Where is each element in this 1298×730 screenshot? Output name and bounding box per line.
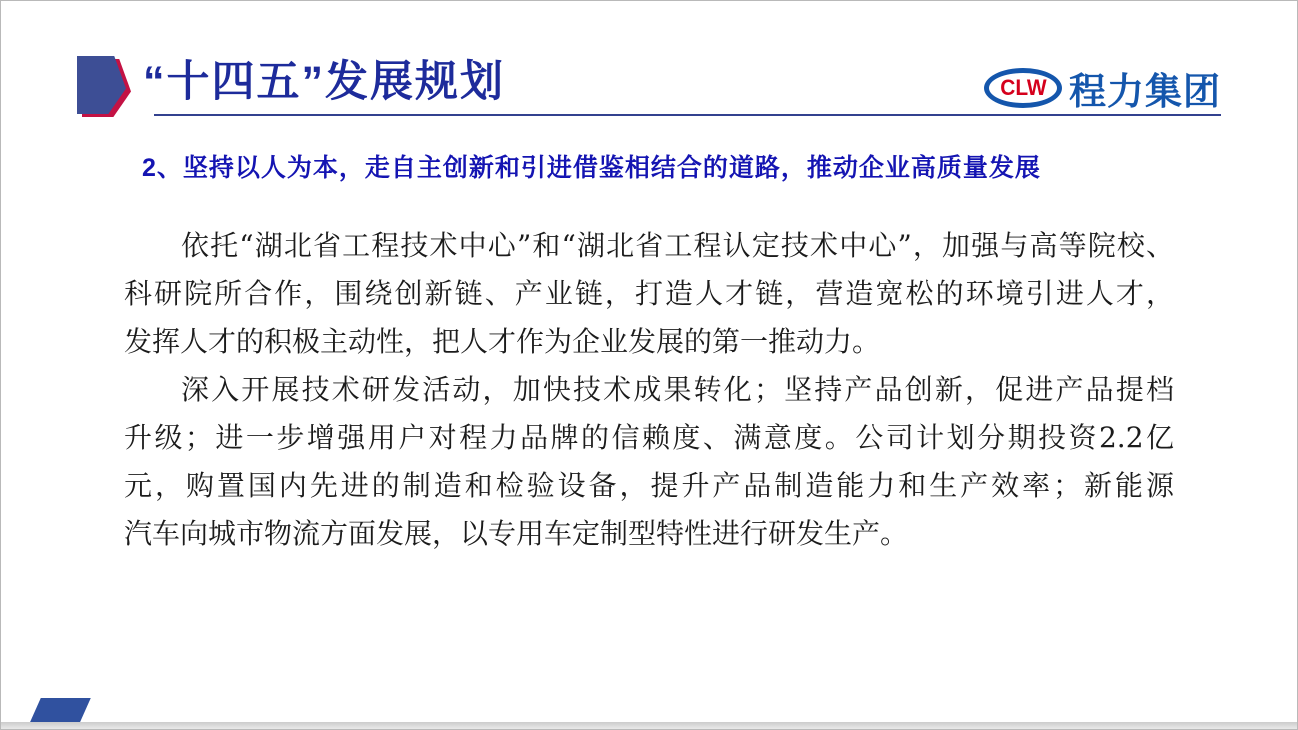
footer-accent-shape: [29, 698, 91, 724]
slide-title: “十四五”发展规划: [143, 58, 505, 106]
paragraph1-line2: 科研院所合作，围绕创新链、产业链，打造人才链，营造宽松的环境引进人才，: [124, 277, 1174, 310]
body-text-block: [124, 222, 1174, 558]
paragraph2-line1: 深入开展技术研发活动，加快技术成果转化；坚持产品创新，促进产品提档: [181, 373, 1174, 406]
company-name: 程力集团: [1069, 71, 1221, 112]
clw-oval-logo-icon: [984, 68, 1062, 108]
logo-abbr-text: CLW: [999, 75, 1047, 100]
company-logo: [984, 61, 1221, 115]
paragraph1-line3: 发挥人才的积极主动性，把人才作为企业发展的第一推动力。: [124, 325, 881, 358]
paragraph2-line3: 元，购置国内先进的制造和检验设备，提升产品制造能力和生产效率；新能源: [124, 469, 1174, 502]
section-heading: 2、坚持以人为本，走自主创新和引进借鉴相结合的道路，推动企业高质量发展: [142, 154, 1041, 182]
paragraph2-line4: 汽车向城市物流方面发展，以专用车定制型特性进行研发生产。: [124, 517, 909, 550]
paragraph2-line2: 升级；进一步增强用户对程力品牌的信赖度、满意度。公司计划分期投资2.2亿: [124, 421, 1174, 454]
paragraph1-line1: 依托“湖北省工程技术中心”和“湖北省工程认定技术中心”，加强与高等院校、: [181, 229, 1174, 262]
slide-bottom-shadow: [1, 722, 1297, 729]
header-divider-line: [154, 114, 1221, 116]
